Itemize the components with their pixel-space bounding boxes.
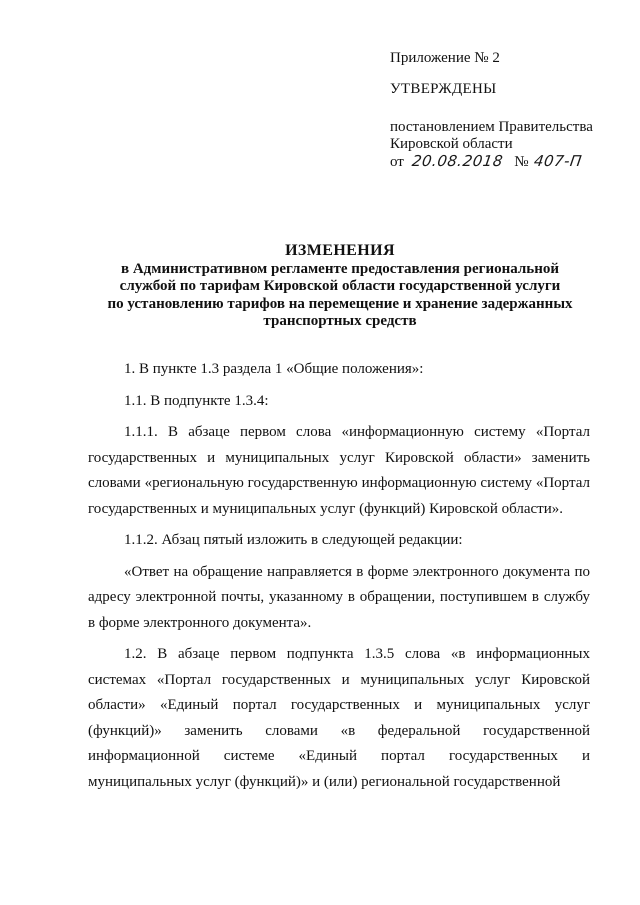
approved-label: УТВЕРЖДЕНЫ <box>390 81 497 97</box>
document-title <box>70 242 610 331</box>
title-main: ИЗМЕНЕНИЯ <box>285 242 395 259</box>
approval-stamp <box>390 50 620 171</box>
paragraph-1: 1. В пункте 1.3 раздела 1 «Общие положения»: <box>124 361 424 377</box>
title-line-2: службой по тарифам Кировской области государственной услуги <box>119 278 561 295</box>
title-line-3: по установлению тарифов на перемещение и хранение задержанных <box>107 295 573 312</box>
title-line-1: в Административном регламенте предоставления региональной <box>120 260 559 277</box>
paragraph-1-1: 1.1. В подпункте 1.3.4: <box>124 392 269 409</box>
decree-date-line <box>390 153 620 171</box>
document-body <box>88 357 590 801</box>
decree-line-2: Кировской области <box>390 136 513 152</box>
decree-line-1: постановлением Правительства <box>390 119 593 135</box>
title-line-4: транспортных средств <box>263 313 417 330</box>
appendix-label: Приложение № 2 <box>390 50 500 66</box>
date-prefix: от <box>390 154 404 170</box>
handwritten-date: 20.08.2018 <box>410 152 504 170</box>
paragraph-1-2: 1.2. В абзаце первом подпункта 1.3.5 слова «в информационных системах «Портал государственных и муниципальных услуг Кировской области» «Единый портал государственных и муниципальных услуг (функций)» заменить словами «в федеральной государственной информационной системе «Единый портал государственных и муниципальных услуг (функций)» и (или) региональной государственной <box>88 646 590 790</box>
handwritten-number: 407-П <box>533 152 584 170</box>
paragraph-1-1-1: 1.1.1. В абзаце первом слова «информационную систему «Портал государственных и муниципальных услуг Кировской области» заменить словами «региональную государственную информационную систему «Портал государственных и муниципальных услуг (функций) Кировской области». <box>88 424 590 517</box>
paragraph-1-1-2: 1.1.2. Абзац пятый изложить в следующей редакции: <box>124 532 463 548</box>
paragraph-quote: «Ответ на обращение направляется в форме электронного документа по адресу электронной почты, указанному в обращении, поступившем в службу в форме электронного документа». <box>88 563 590 631</box>
number-label: № <box>514 154 529 170</box>
